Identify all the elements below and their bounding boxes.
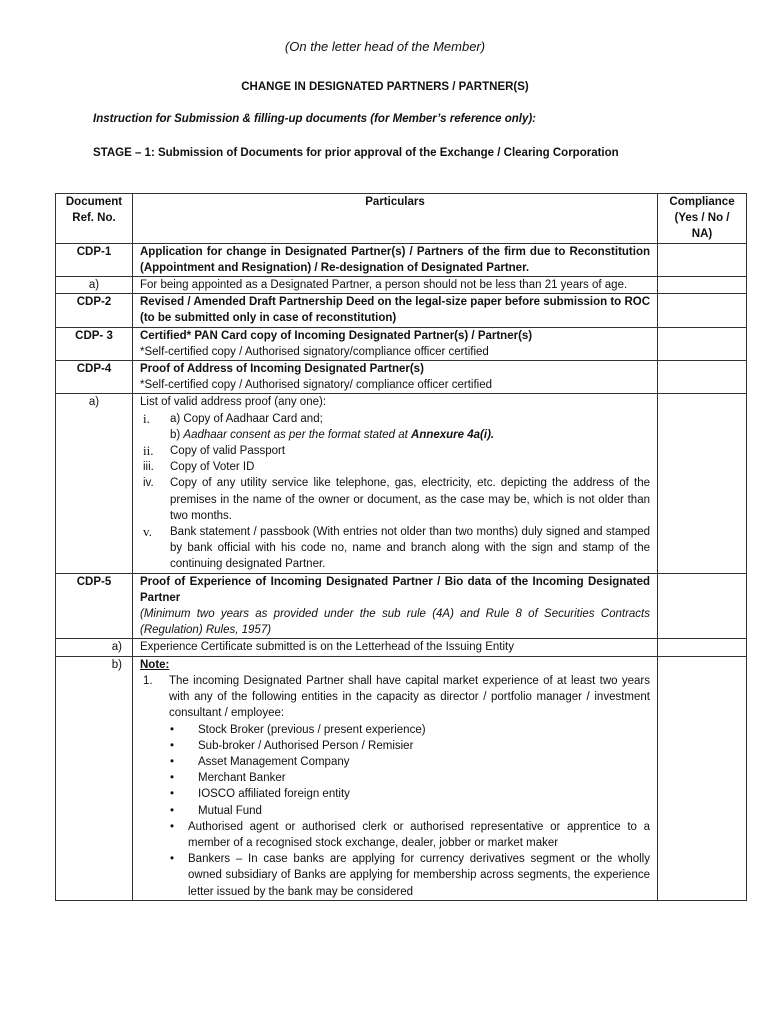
ref-cdp4: CDP-4 [56, 361, 133, 394]
list-text: Merchant Banker [198, 772, 286, 785]
cdp5-text: Proof of Experience of Incoming Designated Partner / Bio data of the Incoming Designated Partner [140, 575, 650, 604]
bullet-icon: • [170, 804, 175, 817]
list-text: b) Aadhaar consent as per the format stated at Annexure 4a(i). [170, 428, 495, 441]
ref-cdp5b: b) [56, 656, 133, 900]
list-item [140, 770, 650, 786]
header-compliance: Compliance (Yes / No / NA) [658, 194, 747, 244]
cdp4-cell [133, 361, 658, 394]
table-row [56, 573, 747, 639]
table-row [56, 277, 747, 294]
address-proof-intro: List of valid address proof (any one): [140, 396, 327, 409]
cdp3-text: Certified* PAN Card copy of Incoming Designated Partner(s) / Partner(s) [140, 329, 533, 342]
cdp5-cell [133, 573, 658, 639]
list-text: Bankers – In case banks are applying for currency derivatives segment or the wholly owned subsidiary of Banks are applying for membership across segments, the experience letter issued by the bank may be considered [188, 853, 650, 898]
note-label: Note: [140, 658, 170, 671]
list-text: Sub-broker / Authorised Person / Remisier [198, 739, 414, 752]
cdp1-text: Application for change in Designated Partner(s) / Partners of the firm due to Reconstitution (Appointment and Resignation) / Re-designation of Designated Partner. [133, 243, 658, 276]
list-number: i. [143, 410, 150, 426]
note-item [140, 673, 650, 722]
cdp5a-text: Experience Certificate submitted is on the Letterhead of the Issuing Entity [133, 639, 658, 656]
cdp5-subtext: (Minimum two years as provided under the sub rule (4A) and Rule 8 of Securities Contracts (Regulation) Rules, 1957) [140, 608, 650, 637]
ref-cdp3: CDP- 3 [56, 327, 133, 360]
cdp4-text: Proof of Address of Incoming Designated Partner(s) [140, 363, 424, 376]
documents-table [55, 193, 747, 901]
list-number: iv. [143, 477, 154, 490]
compliance-cell[interactable] [658, 277, 747, 294]
list-text: Asset Management Company [198, 755, 350, 768]
list-item [140, 427, 650, 443]
compliance-cell[interactable] [658, 656, 747, 900]
stage-heading: STAGE – 1: Submission of Documents for prior approval of the Exchange / Clearing Corporation [93, 147, 619, 159]
bullet-icon: • [170, 723, 175, 736]
compliance-cell[interactable] [658, 394, 747, 573]
table-row [56, 656, 747, 900]
list-item [140, 738, 650, 754]
document-title: CHANGE IN DESIGNATED PARTNERS / PARTNER(S) [241, 81, 529, 93]
list-item [140, 411, 650, 427]
table-row [56, 639, 747, 656]
list-item [140, 722, 650, 738]
bullet-icon: • [170, 820, 175, 833]
list-item [140, 786, 650, 802]
list-item [140, 524, 650, 573]
cdp5b-cell [133, 656, 658, 900]
list-number: v. [143, 524, 152, 540]
note-text: The incoming Designated Partner shall have capital market experience of at least two years with any of the following entities in the capacity as director / portfolio manager / investment consultant / employee: [169, 674, 650, 720]
bullet-icon: • [170, 788, 175, 801]
list-item [140, 851, 650, 900]
list-item [140, 819, 650, 851]
annexure-reference: Annexure 4a(i). [411, 428, 495, 441]
ref-cdp4a: a) [56, 394, 133, 573]
table-row [56, 327, 747, 360]
ref-cdp1a: a) [56, 277, 133, 294]
list-text: Bank statement / passbook (With entries not older than two months) duly signed and stamped by bank official with his code no, name and branch along with the sign and stamp of the continuing designated Partner. [170, 526, 650, 571]
table-header-row [56, 194, 747, 244]
list-text: Mutual Fund [198, 804, 262, 817]
compliance-cell[interactable] [658, 243, 747, 276]
cdp3-cell [133, 327, 658, 360]
list-text: IOSCO affiliated foreign entity [198, 788, 350, 801]
letterhead-note: (On the letter head of the Member) [284, 39, 486, 54]
list-text: Stock Broker (previous / present experience) [198, 723, 426, 736]
bullet-icon: • [170, 755, 175, 768]
cdp2-text: Revised / Amended Draft Partnership Deed on the legal-size paper before submission to ROC (to be submitted only in case of reconstitution) [133, 294, 658, 327]
table-row [56, 394, 747, 573]
list-text: Copy of any utility service like telephone, gas, electricity, etc. depicting the address of the premises in the name of the owner or document, as the case may be, which is not older than two months. [170, 477, 650, 522]
list-item [140, 803, 650, 819]
ref-cdp5: CDP-5 [56, 573, 133, 639]
table-row [56, 361, 747, 394]
list-text: Authorised agent or authorised clerk or authorised representative or apprentice to a member of a recognised stock exchange, dealer, jobber or market maker [188, 820, 650, 849]
list-text: Copy of Voter ID [170, 461, 255, 474]
list-item [140, 459, 650, 475]
ref-cdp1: CDP-1 [56, 243, 133, 276]
table-row [56, 294, 747, 327]
note-number: 1. [143, 674, 153, 687]
list-number: ii. [143, 443, 154, 459]
list-text: a) Copy of Aadhaar Card and; [170, 412, 323, 425]
header-particulars: Particulars [133, 194, 658, 244]
bullet-icon: • [170, 739, 175, 752]
cdp3-subtext: *Self-certified copy / Authorised signatory/compliance officer certified [140, 345, 489, 358]
list-text: Copy of valid Passport [170, 445, 286, 458]
list-item [140, 475, 650, 524]
ref-cdp5a: a) [56, 639, 133, 656]
cdp1a-text: For being appointed as a Designated Partner, a person should not be less than 21 years of age. [133, 277, 658, 294]
header-ref: Document Ref. No. [56, 194, 133, 244]
cdp4a-cell [133, 394, 658, 573]
compliance-cell[interactable] [658, 573, 747, 639]
table-row [56, 243, 747, 276]
instruction-text: Instruction for Submission & filling-up documents (for Member’s reference only): [93, 113, 537, 125]
bullet-icon: • [170, 853, 175, 866]
compliance-cell[interactable] [658, 361, 747, 394]
compliance-cell[interactable] [658, 327, 747, 360]
compliance-cell[interactable] [658, 294, 747, 327]
compliance-cell[interactable] [658, 639, 747, 656]
ref-cdp2: CDP-2 [56, 294, 133, 327]
cdp4-subtext: *Self-certified copy / Authorised signatory/ compliance officer certified [140, 379, 492, 392]
list-item [140, 754, 650, 770]
list-number: iii. [143, 461, 154, 474]
bullet-icon: • [170, 772, 175, 785]
list-item [140, 443, 650, 459]
